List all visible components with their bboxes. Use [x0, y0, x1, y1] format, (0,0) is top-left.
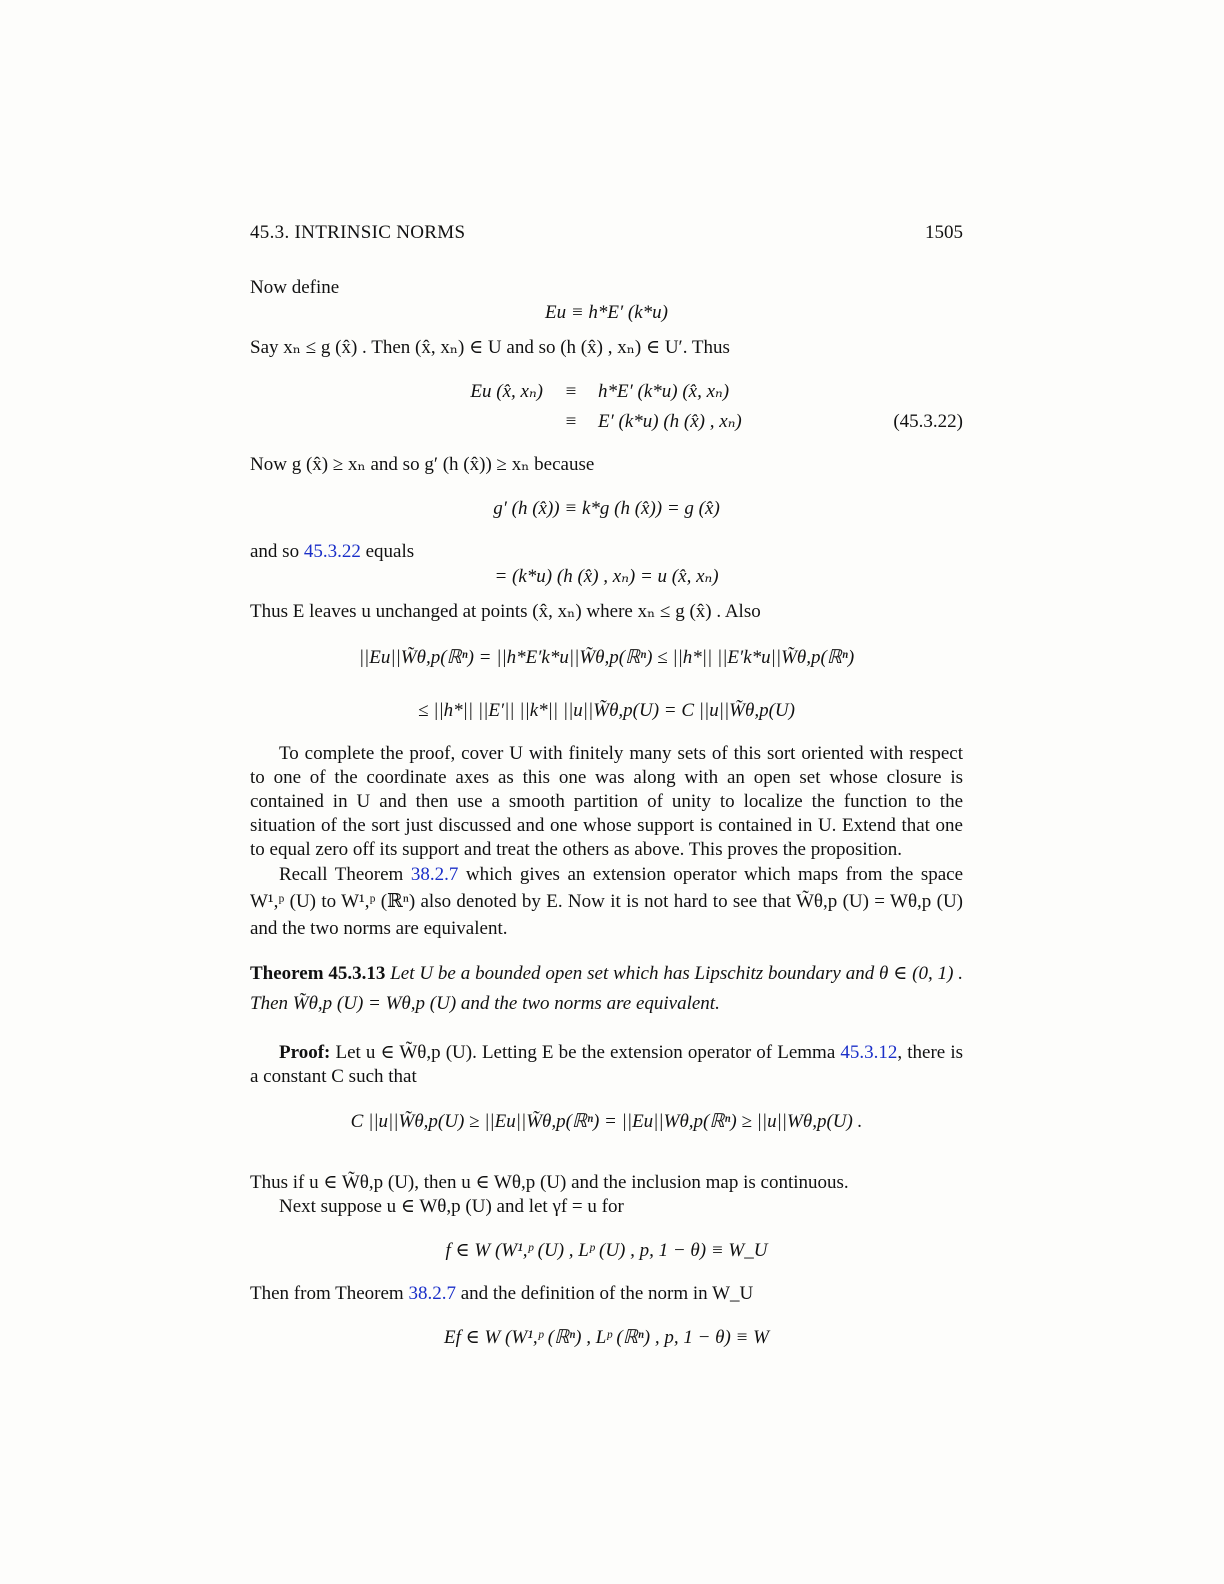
page-number: 1505	[925, 222, 963, 243]
equation-ef-space: Ef ∈ W (W¹,ᵖ (ℝⁿ) , Lᵖ (ℝⁿ) , p, 1 − θ) ≡ W	[444, 1327, 769, 1348]
paragraph-complete-proof	[250, 742, 963, 862]
paragraph-now-g: Now g (x̂) ≥ xₙ and so g′ (h (x̂)) ≥ xₙ because	[250, 454, 595, 475]
paragraph-recall-theorem	[250, 861, 963, 942]
theorem-45-3-13	[250, 959, 963, 1019]
paragraph-say: Say xₙ ≤ g (x̂) . Then (x̂, xₙ) ∈ U and so (h (x̂) , xₙ) ∈ U′. Thus	[250, 337, 730, 358]
paragraph-then-from-tail: and the definition of the norm in W_U	[460, 1283, 754, 1304]
paragraph-recall-tail: which gives an extension operator which maps from the space W¹,ᵖ (U) to W¹,ᵖ (ℝⁿ) also denoted by E. Now it is not hard to see that W̃θ,p (U) = Wθ,p (U) and the two norms are equivalent.	[250, 864, 964, 939]
equation-norm-1: ||Eu||W̃θ,p(ℝⁿ) = ||h*E′k*u||W̃θ,p(ℝⁿ) ≤ ||h*|| ||E′k*u||W̃θ,p(ℝⁿ)	[358, 647, 855, 668]
theorem-link-38-2-7-second[interactable]: 38.2.7	[408, 1283, 456, 1304]
equation-proof-chain: C ||u||W̃θ,p(U) ≥ ||Eu||W̃θ,p(ℝⁿ) = ||Eu||Wθ,p(ℝⁿ) ≥ ||u||Wθ,p(U) .	[350, 1111, 863, 1132]
paragraph-and-so	[250, 540, 963, 564]
equation-norm-2: ≤ ||h*|| ||E′|| ||k*|| ||u||W̃θ,p(U) = C ||u||W̃θ,p(U)	[418, 700, 795, 721]
paragraph-recall-text: Recall Theorem	[279, 864, 404, 885]
equation-define-e: Eu ≡ h*E′ (k*u)	[544, 302, 669, 323]
equation-lhs: Eu (x̂, xₙ)	[470, 381, 543, 402]
proof-label: Proof:	[279, 1042, 331, 1063]
running-header-section: 45.3. INTRINSIC NORMS	[250, 222, 466, 243]
paragraph-thus-if: Thus if u ∈ W̃θ,p (U), then u ∈ Wθ,p (U) and the inclusion map is continuous.	[250, 1172, 849, 1193]
paragraph-complete-proof-text: To complete the proof, cover U with finitely many sets of this sort oriented with respect to one of the coordinate axes as this one was along with an open set whose closure is contained in U and then use a smooth partition of unity to localize the function to the situation of the sort just discussed and one whose support is contained in U. Extend that one to equal zero off its support and treat the others as above. This proves the proposition.	[250, 743, 963, 860]
theorem-link-38-2-7[interactable]: 38.2.7	[410, 864, 459, 885]
equation-equals: = (k*u) (h (x̂) , xₙ) = u (x̂, xₙ)	[494, 566, 719, 587]
paragraph-and-so-tail: equals	[365, 541, 415, 562]
paragraph-then-from	[250, 1282, 963, 1306]
theorem-label: Theorem 45.3.13	[250, 963, 386, 984]
theorem-statement: Let U be a bounded open set which has Lipschitz boundary and θ ∈ (0, 1) . Then W̃θ,p (U) = Wθ,p (U) and the two norms are equivalent.	[250, 963, 964, 1014]
paragraph-then-from-text: Then from Theorem	[250, 1283, 404, 1304]
equation-g-prime: g′ (h (x̂)) ≡ k*g (h (x̂)) = g (x̂)	[493, 498, 720, 519]
equation-rhs-2: E′ (k*u) (h (x̂) , xₙ)	[598, 411, 742, 432]
equation-relation-1: ≡	[565, 381, 577, 402]
equation-relation-2: ≡	[565, 411, 577, 432]
paragraph-and-so-text: and so	[250, 541, 300, 562]
lemma-link-45-3-12[interactable]: 45.3.12	[840, 1042, 898, 1063]
equation-f-space: f ∈ W (W¹,ᵖ (U) , Lᵖ (U) , p, 1 − θ) ≡ W_U	[445, 1240, 768, 1261]
paragraph-proof	[250, 1041, 963, 1089]
proof-text-tail: , there is a constant C such that	[250, 1042, 963, 1087]
equation-link-45-3-22[interactable]: 45.3.22	[303, 541, 361, 562]
paragraph-now-define: Now define	[250, 277, 340, 298]
equation-number: (45.3.22)	[893, 411, 963, 432]
paragraph-next-suppose-text: Next suppose u ∈ Wθ,p (U) and let γf = u for	[279, 1196, 624, 1217]
equation-rhs-1: h*E′ (k*u) (x̂, xₙ)	[598, 381, 730, 402]
paragraph-thus-e: Thus E leaves u unchanged at points (x̂, xₙ) where xₙ ≤ g (x̂) . Also	[250, 601, 761, 622]
paragraph-next-suppose	[250, 1195, 963, 1219]
proof-text: Let u ∈ W̃θ,p (U). Letting E be the extension operator of Lemma	[335, 1042, 836, 1063]
